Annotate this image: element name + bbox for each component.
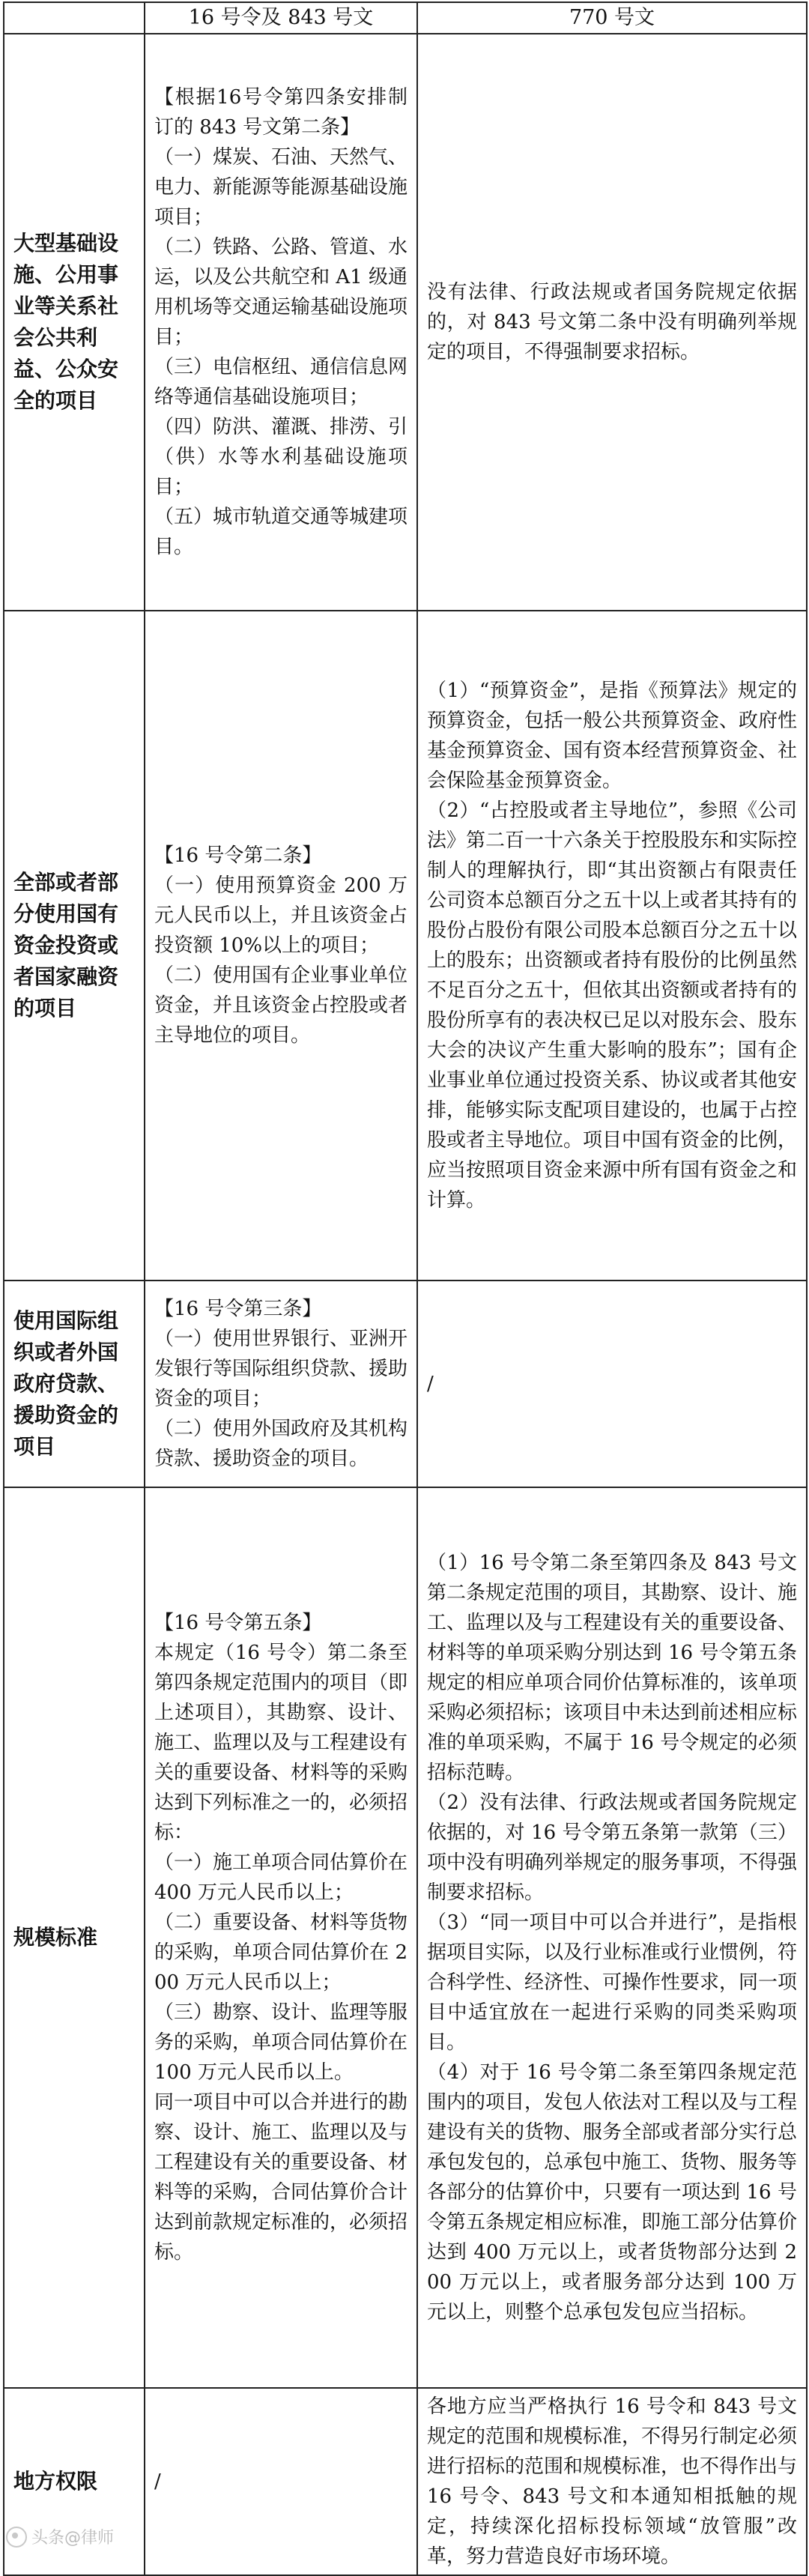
right-paragraph: （2）没有法律、行政法规或者国务院规定依据的，对 16 号令第五条第一款第（三）项中没有明确列举规定的服务事项，不得强制要求招标。 [427,1792,798,1904]
left-paragraph: 本规定（16 号令）第二条至第四条规定范围内的项目（即上述项目），其勘察、设计、施工、监理以及与工程建设有关的重要设备、材料等的采购达到下列标准之一的，必须招标： [154,1642,408,1844]
left-paragraph: 【16 号令第二条】 [154,844,322,867]
table-row [4,2388,807,2575]
right-cell [417,1281,807,1487]
left-cell [145,611,417,1281]
left-cell [145,34,417,611]
right-cell [417,1487,807,2388]
left-paragraph: （四）防洪、灌溉、排涝、引（供）水等水利基础设施项目； [154,416,408,498]
table-header-row [4,2,807,34]
right-cell [417,611,807,1281]
left-paragraph: （二）重要设备、材料等货物的采购，单项合同估算价在 200 万元人民币以上； [154,1911,408,1994]
left-paragraph: （五）城市轨道交通等城建项目。 [154,506,408,558]
left-paragraph: （一）煤炭、石油、天然气、电力、新能源等能源基础设施项目； [154,146,408,229]
row-label: 全部或者部分使用国有资金投资或者国家融资的项目 [4,611,145,1281]
left-cell [145,1281,417,1487]
left-paragraph: 【根据16号令第四条安排制订的 843 号文第二条】 [154,86,407,139]
table-row [4,34,807,611]
left-paragraph: （二）使用国有企业事业单位资金，并且该资金占控股或者主导地位的项目。 [154,964,408,1047]
right-paragraph: 没有法律、行政法规或者国务院规定依据的，对 843 号文第二条中没有明确列举规定的项目，不得强制要求招标。 [427,281,797,363]
left-paragraph: （二）铁路、公路、管道、水运，以及公共航空和 A1 级通用机场等交通运输基础设施项目； [154,236,408,348]
right-cell [417,2388,807,2575]
left-paragraph: 【16 号令第五条】 [154,1612,322,1634]
right-paragraph: / [427,1373,434,1395]
watermark-logo-icon [6,2527,27,2548]
left-paragraph: / [154,2470,161,2493]
comparison-table [3,1,808,2576]
row-label: 地方权限 [4,2388,145,2575]
left-paragraph: （一）使用预算资金 200 万元人民币以上，并且该资金占投资额 10%以上的项目； [154,874,408,957]
left-paragraph: （二）使用外国政府及其机构贷款、援助资金的项目。 [154,1418,408,1470]
row-label: 使用国际组织或者外国政府贷款、援助资金的项目 [4,1281,145,1487]
table-row [4,611,807,1281]
right-paragraph: 各地方应当严格执行 16 号令和 843 号文规定的范围和规模标准，不得另行制定必须进行招标的范围和规模标准，也不得作出与 16 号令、843 号文和本通知相抵触的规定，持续深化招标投标领域“放管服”改革，努力营造良好市场环境。 [427,2395,798,2568]
right-paragraph: （3）“同一项目中可以合并进行”，是指根据项目实际，以及行业标准或行业惯例，符合科学性、经济性、可操作性要求，同一项目中适宜放在一起进行采购的同类采购项目。 [427,1911,798,2054]
left-paragraph: 【16 号令第三条】 [154,1298,322,1320]
row-label: 规模标准 [4,1487,145,2388]
watermark-text: 头条@律师 [31,2529,115,2548]
left-paragraph: （一）使用世界银行、亚洲开发银行等国际组织贷款、援助资金的项目； [154,1328,408,1410]
left-paragraph: 同一项目中可以合并进行的勘察、设计、施工、监理以及与工程建设有关的重要设备、材料等的采购，合同估算价合计达到前款规定标准的，必须招标。 [154,2091,408,2264]
table-row [4,1281,807,1487]
left-paragraph: （三）电信枢纽、通信信息网络等通信基础设施项目； [154,356,408,408]
left-cell [145,1487,417,2388]
table-row [4,1487,807,2388]
header-right-cell: 770 号文 [417,2,807,34]
watermark [6,2525,114,2548]
header-empty-cell [4,2,145,34]
left-cell [145,2388,417,2575]
right-paragraph: （1）16 号令第二条至第四条及 843 号文第二条规定范围的项目，其勘察、设计、施工、监理以及与工程建设有关的重要设备、材料等的单项采购分别达到 16 号令第五条规定的相应单项合同价估算标准的，该单项采购必须招标；该项目中未达到前述相应标准的单项采购，不属于 16 号令规定的必须招标范畴。 [427,1552,798,1784]
row-label: 大型基础设施、公用事业等关系社会公共利益、公众安全的项目 [4,34,145,611]
left-paragraph: （三）勘察、设计、监理等服务的采购，单项合同估算价在 100 万元人民币以上。 [154,2001,408,2084]
header-left-cell: 16 号令及 843 号文 [145,2,417,34]
right-paragraph: （2）“占控股或者主导地位”，参照《公司法》第二百一十六条关于控股股东和实际控制人的理解执行，即“其出资额占有限责任公司资本总额百分之五十以上或者其持有的股份占股份有限公司股本总额百分之五十以上的股东；出资额或者持有股份的比例虽然不足百分之五十，但依其出资额或者持有的股份所享有的表决权已足以对股东会、股东大会的决议产生重大影响的股东”；国有企业事业单位通过投资关系、协议或者其他安排，能够实际支配项目建设的，也属于占控股或者主导地位。项目中国有资金的比例，应当按照项目资金来源中所有国有资金之和计算。 [427,799,798,1212]
left-paragraph: （一）施工单项合同估算价在 400 万元人民币以上； [154,1851,408,1904]
right-paragraph: （4）对于 16 号令第二条至第四条规定范围内的项目，发包人依法对工程以及与工程建设有关的货物、服务全部或者部分实行总承包发包的，总承包中施工、货物、服务等各部分的估算价中，只要有一项达到 16 号令第五条规定相应标准，即施工部分估算价达到 400 万元以上，或者货物部分达到 200 万元以上，或者服务部分达到 100 万元以上，则整个总承包发包应当招标。 [427,2061,798,2323]
right-paragraph: （1）“预算资金”，是指《预算法》规定的预算资金，包括一般公共预算资金、政府性基金预算资金、国有资本经营预算资金、社会保险基金预算资金。 [427,680,798,792]
right-cell [417,34,807,611]
